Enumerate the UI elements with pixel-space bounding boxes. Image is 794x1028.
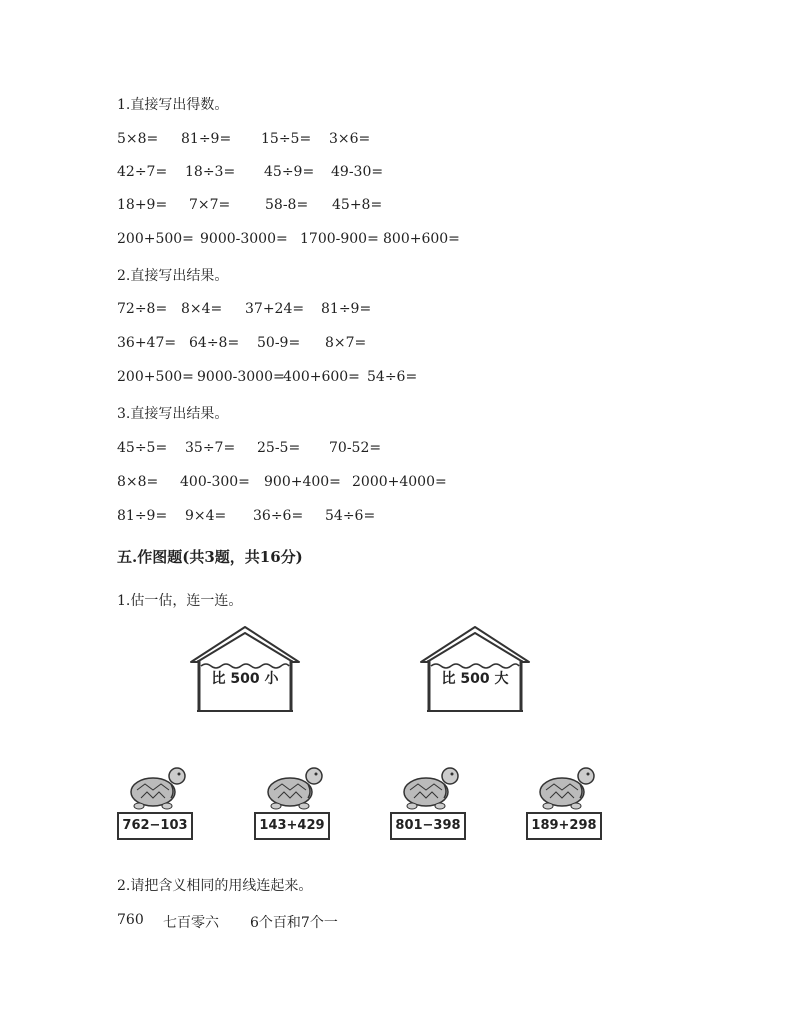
problem: 400+600= <box>283 369 360 385</box>
drawing-1-title: 1.估一估，连一连。 <box>117 593 243 609</box>
problem: 2000+4000= <box>352 474 447 490</box>
house-less-than-500 <box>189 624 301 714</box>
problem: 45÷5= <box>117 440 168 456</box>
house-greater-than-500 <box>419 624 531 714</box>
problem: 36+47= <box>117 335 177 351</box>
turtle-card <box>390 762 470 842</box>
problem: 50-9= <box>257 335 301 351</box>
problem: 81÷9= <box>117 508 168 524</box>
problem: 49-30= <box>331 164 384 180</box>
problem: 800+600= <box>383 231 460 247</box>
problem: 70-52= <box>329 440 382 456</box>
problem: 9×4= <box>185 508 227 524</box>
matching-item: 七百零六 <box>163 915 219 931</box>
turtle-icon <box>400 762 462 814</box>
turtle-card <box>117 762 197 842</box>
section-2-title: 2.直接写出结果。 <box>117 268 229 284</box>
section-3-title: 3.直接写出结果。 <box>117 406 229 422</box>
problem: 18÷3= <box>185 164 236 180</box>
turtle-icon <box>127 762 189 814</box>
problem: 8×4= <box>181 301 223 317</box>
problem: 3×6= <box>329 131 371 147</box>
turtle-card <box>526 762 606 842</box>
problem: 81÷9= <box>181 131 232 147</box>
problem: 9000-3000= <box>200 231 288 247</box>
problem: 64÷8= <box>189 335 240 351</box>
problem: 58-8= <box>265 197 309 213</box>
turtle-expression: 143+429 <box>254 812 330 840</box>
house-label: 比 500 大 <box>441 671 509 687</box>
problem: 5×8= <box>117 131 159 147</box>
turtle-card <box>254 762 334 842</box>
problem: 36÷6= <box>253 508 304 524</box>
problem: 8×7= <box>325 335 367 351</box>
turtle-icon <box>536 762 598 814</box>
problem: 25-5= <box>257 440 301 456</box>
problem: 42÷7= <box>117 164 168 180</box>
problem: 900+400= <box>264 474 341 490</box>
turtle-expression: 801−398 <box>390 812 466 840</box>
problem: 81÷9= <box>321 301 372 317</box>
matching-item: 6个百和7个一 <box>250 915 338 931</box>
problem: 200+500= <box>117 369 194 385</box>
drawing-2-title: 2.请把含义相同的用线连起来。 <box>117 878 313 894</box>
turtle-expression: 189+298 <box>526 812 602 840</box>
problem: 200+500= <box>117 231 194 247</box>
problem: 45+8= <box>332 197 383 213</box>
problem: 18+9= <box>117 197 168 213</box>
turtle-icon <box>264 762 326 814</box>
section-1-title: 1.直接写出得数。 <box>117 97 229 113</box>
problem: 54÷6= <box>367 369 418 385</box>
problem: 15÷5= <box>261 131 312 147</box>
problem: 9000-3000= <box>197 369 285 385</box>
problem: 37+24= <box>245 301 305 317</box>
problem: 72÷8= <box>117 301 168 317</box>
problem: 7×7= <box>189 197 231 213</box>
house-label: 比 500 小 <box>211 671 279 687</box>
problem: 35÷7= <box>185 440 236 456</box>
problem: 1700-900= <box>300 231 379 247</box>
problem: 54÷6= <box>325 508 376 524</box>
section-5-heading: 五.作图题(共3题，共16分) <box>117 548 303 566</box>
problem: 8×8= <box>117 474 159 490</box>
problem: 45÷9= <box>264 164 315 180</box>
matching-item: 760 <box>117 912 144 928</box>
problem: 400-300= <box>180 474 250 490</box>
turtle-expression: 762−103 <box>117 812 193 840</box>
